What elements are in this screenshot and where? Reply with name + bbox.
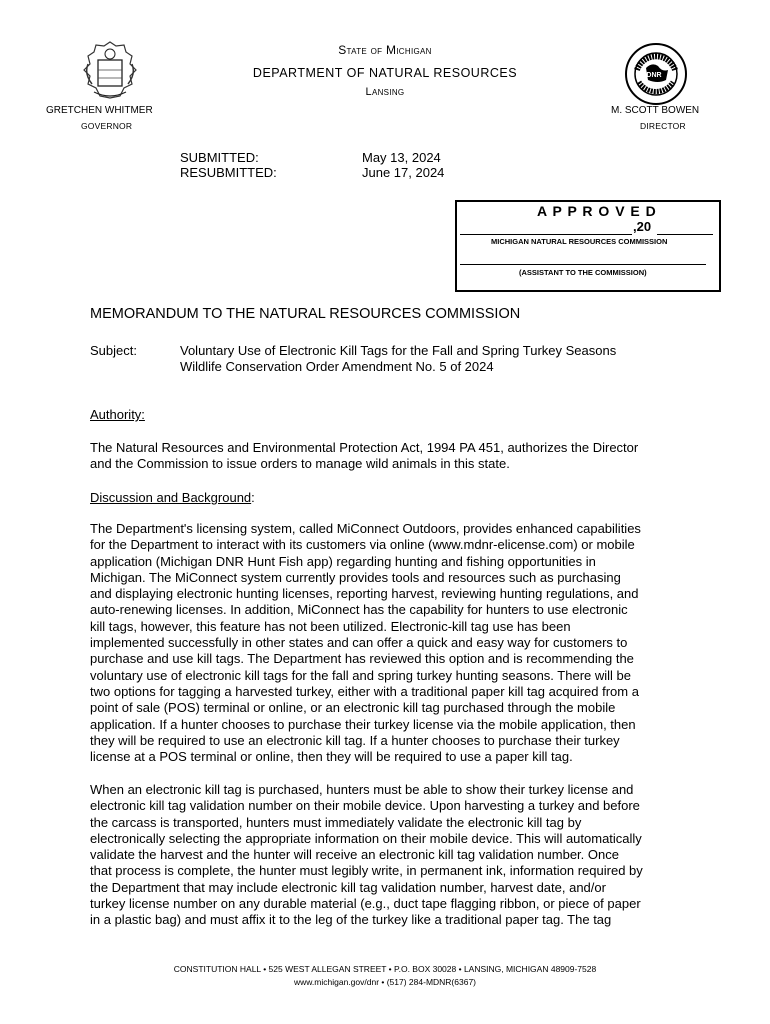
footer-address: CONSTITUTION HALL • 525 WEST ALLEGAN STREET • P.O. BOX 30028 • LANSING, MICHIGAN 48909-7528 bbox=[173, 964, 597, 974]
governor-title: GOVERNOR bbox=[81, 121, 133, 131]
commission-label: MICHIGAN NATURAL RESOURCES COMMISSION bbox=[491, 237, 668, 246]
discussion-paragraph-2: When an electronic kill tag is purchased, hunters must be able to show their turkey license and electronic kill tag validation number on their mobile device. Upon harvesting a turkey and before the carcass is transported, hunters must immediately validate the electronic kill tag by electronically selecting the appropriate information on their mobile device. This will automatically validate the harvest and the hunter will receive an electronic kill tag validation number. Once that process is complete, the hunter must legibly write, in permanent ink, information required by the Department that may include electronic kill tag validation number, harvest date, and/or turkey license number on any durable material (e.g., duct tape flagging ribbon, or piece of paper in a plastic bag) and must affix it to the leg of the turkey like a traditional paper tag. The tag bbox=[90, 782, 643, 928]
seal-center-text: DNR bbox=[646, 72, 662, 79]
resubmitted-date: June 17, 2024 bbox=[362, 165, 445, 180]
assistant-label: (ASSISTANT TO THE COMMISSION) bbox=[519, 268, 647, 277]
approval-box bbox=[455, 200, 721, 292]
submitted-date: May 13, 2024 bbox=[362, 150, 441, 165]
approval-date-line bbox=[460, 234, 632, 235]
memo-heading: MEMORANDUM TO THE NATURAL RESOURCES COMMISSION bbox=[90, 306, 521, 322]
authority-heading: Authority: bbox=[90, 407, 145, 422]
director-title: DIRECTOR bbox=[640, 121, 686, 131]
approval-year: ,20 bbox=[633, 219, 652, 234]
governor-name: GRETCHEN WHITMER bbox=[46, 105, 153, 116]
signature-line bbox=[460, 264, 706, 265]
discussion-heading-wrap bbox=[90, 490, 255, 506]
subject-line-2: Wildlife Conservation Order Amendment No. 5 of 2024 bbox=[180, 359, 494, 374]
discussion-colon: : bbox=[251, 490, 255, 505]
state-name: State of Michigan bbox=[338, 43, 432, 57]
discussion-heading: Discussion and Background bbox=[90, 490, 252, 505]
director-name: M. SCOTT BOWEN bbox=[611, 105, 700, 116]
approval-year-line bbox=[657, 234, 713, 235]
submitted-label: SUBMITTED: bbox=[180, 150, 259, 165]
authority-text: The Natural Resources and Environmental Protection Act, 1994 PA 451, authorizes the Director and the Commission to issue orders to manage wild animals in this state. bbox=[90, 440, 639, 472]
discussion-paragraph-1: The Department's licensing system, called MiConnect Outdoors, provides enhanced capabilities for the Department to interact with its customers via online (www.mdnr-elicense.com) or mobile application (Michigan DNR Hunt Fish app) regarding hunting and fishing opportunities in Michigan. The MiConnect system currently provides tools and resources such as purchasing and displaying electronic hunting licenses, reporting harvest, reviewing hunting regulations, and auto-renewing licenses. In addition, MiConnect has the capability for hunters to use electronic kill tags, however, this feature has not been utilized. Electronic-kill tag use has been implemented successfully in other states and can offer a quick and easy way for customers to purchase and use kill tags. The Department has reviewed this option and is recommending the voluntary use of electronic kill tags for the fall and spring turkey hunting seasons. There will be two options for tagging a harvested turkey, either with a traditional paper kill tag acquired from a point of sale (POS) terminal or online, or an electronic kill tag purchased through the mobile application. If a hunter chooses to purchase their turkey license via the mobile application, then they will be required to use an electronic kill tag. If a hunter chooses to purchase their turkey license at a POS terminal or online, then they will be required to use a paper kill tag. bbox=[90, 521, 641, 765]
subject-line-1: Voluntary Use of Electronic Kill Tags for the Fall and Spring Turkey Seasons bbox=[180, 343, 617, 358]
city-name: Lansing bbox=[365, 86, 405, 98]
approved-title: A P P R O V E D bbox=[537, 203, 657, 219]
subject-label: Subject: bbox=[90, 343, 137, 358]
footer-contact: www.michigan.gov/dnr • (517) 284-MDNR(6367) bbox=[293, 977, 477, 987]
department-name: DEPARTMENT OF NATURAL RESOURCES bbox=[252, 66, 518, 80]
resubmitted-label: RESUBMITTED: bbox=[180, 165, 277, 180]
